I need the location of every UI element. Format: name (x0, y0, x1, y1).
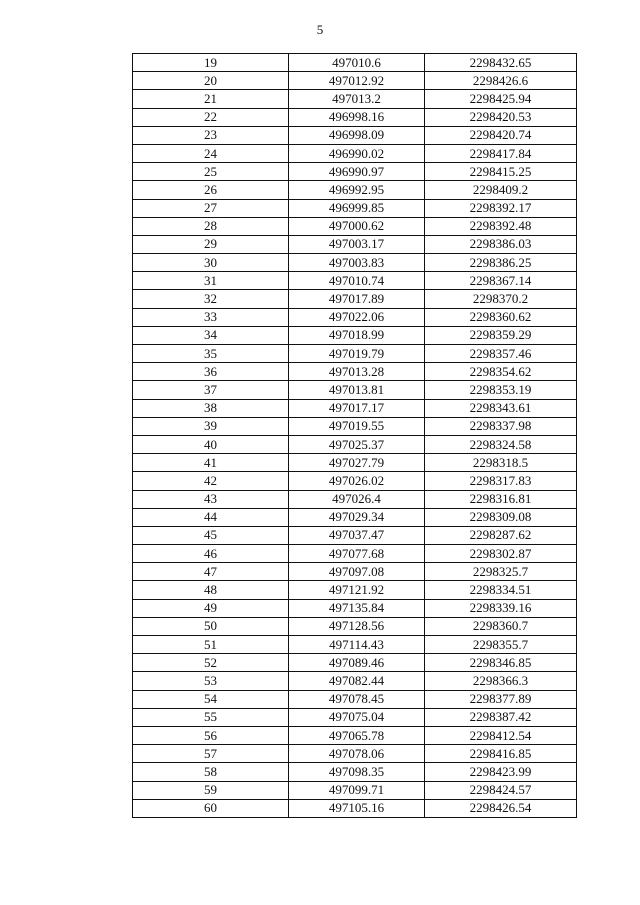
point-number-cell: 48 (133, 581, 289, 599)
x-coordinate-cell: 497037.47 (289, 526, 425, 544)
x-coordinate-cell: 497013.81 (289, 381, 425, 399)
table-row (133, 763, 577, 781)
table-row (133, 381, 577, 399)
point-number-cell: 59 (133, 781, 289, 799)
page-number: 5 (316, 22, 324, 37)
table-row (133, 472, 577, 490)
point-number-cell: 31 (133, 272, 289, 290)
point-number-cell: 45 (133, 526, 289, 544)
y-coordinate-cell: 2298387.42 (425, 708, 577, 726)
point-number-cell: 23 (133, 126, 289, 144)
point-number-cell: 32 (133, 290, 289, 308)
y-coordinate-cell: 2298309.08 (425, 508, 577, 526)
x-coordinate-cell: 496998.09 (289, 126, 425, 144)
x-coordinate-cell: 497010.74 (289, 272, 425, 290)
x-coordinate-cell: 497082.44 (289, 672, 425, 690)
y-coordinate-cell: 2298425.94 (425, 90, 577, 108)
table-row (133, 799, 577, 817)
x-coordinate-cell: 497003.17 (289, 235, 425, 253)
table-row (133, 563, 577, 581)
y-coordinate-cell: 2298366.3 (425, 672, 577, 690)
point-number-cell: 41 (133, 454, 289, 472)
y-coordinate-cell: 2298318.5 (425, 454, 577, 472)
table-row (133, 54, 577, 72)
point-number-cell: 50 (133, 617, 289, 635)
y-coordinate-cell: 2298334.51 (425, 581, 577, 599)
y-coordinate-cell: 2298353.19 (425, 381, 577, 399)
x-coordinate-cell: 497114.43 (289, 636, 425, 654)
table-row (133, 745, 577, 763)
x-coordinate-cell: 497029.34 (289, 508, 425, 526)
point-number-cell: 30 (133, 254, 289, 272)
y-coordinate-cell: 2298386.03 (425, 235, 577, 253)
y-coordinate-cell: 2298325.7 (425, 563, 577, 581)
x-coordinate-cell: 497000.62 (289, 217, 425, 235)
point-number-cell: 28 (133, 217, 289, 235)
x-coordinate-cell: 496990.97 (289, 163, 425, 181)
point-number-cell: 39 (133, 417, 289, 435)
x-coordinate-cell: 497128.56 (289, 617, 425, 635)
point-number-cell: 29 (133, 235, 289, 253)
x-coordinate-cell: 497099.71 (289, 781, 425, 799)
table-row (133, 254, 577, 272)
point-number-cell: 19 (133, 54, 289, 72)
x-coordinate-cell: 497077.68 (289, 545, 425, 563)
table-row (133, 599, 577, 617)
y-coordinate-cell: 2298420.53 (425, 108, 577, 126)
table-row (133, 781, 577, 799)
y-coordinate-cell: 2298357.46 (425, 345, 577, 363)
x-coordinate-cell: 496998.16 (289, 108, 425, 126)
y-coordinate-cell: 2298316.81 (425, 490, 577, 508)
point-number-cell: 24 (133, 144, 289, 162)
table-row (133, 581, 577, 599)
point-number-cell: 53 (133, 672, 289, 690)
table-row (133, 308, 577, 326)
x-coordinate-cell: 497026.4 (289, 490, 425, 508)
x-coordinate-cell: 496990.02 (289, 144, 425, 162)
point-number-cell: 20 (133, 72, 289, 90)
table-row (133, 290, 577, 308)
table-body (133, 54, 577, 818)
y-coordinate-cell: 2298392.17 (425, 199, 577, 217)
point-number-cell: 60 (133, 799, 289, 817)
point-number-cell: 56 (133, 726, 289, 744)
x-coordinate-cell: 497075.04 (289, 708, 425, 726)
table-row (133, 708, 577, 726)
y-coordinate-cell: 2298409.2 (425, 181, 577, 199)
point-number-cell: 43 (133, 490, 289, 508)
x-coordinate-cell: 497105.16 (289, 799, 425, 817)
y-coordinate-cell: 2298386.25 (425, 254, 577, 272)
y-coordinate-cell: 2298426.6 (425, 72, 577, 90)
table-row (133, 108, 577, 126)
point-number-cell: 22 (133, 108, 289, 126)
y-coordinate-cell: 2298360.62 (425, 308, 577, 326)
x-coordinate-cell: 497065.78 (289, 726, 425, 744)
point-number-cell: 34 (133, 326, 289, 344)
x-coordinate-cell: 497013.28 (289, 363, 425, 381)
point-number-cell: 57 (133, 745, 289, 763)
point-number-cell: 33 (133, 308, 289, 326)
table-row (133, 636, 577, 654)
y-coordinate-cell: 2298324.58 (425, 435, 577, 453)
point-number-cell: 40 (133, 435, 289, 453)
x-coordinate-cell: 497089.46 (289, 654, 425, 672)
x-coordinate-cell: 497135.84 (289, 599, 425, 617)
table-row (133, 144, 577, 162)
point-number-cell: 26 (133, 181, 289, 199)
x-coordinate-cell: 497013.2 (289, 90, 425, 108)
table-row (133, 726, 577, 744)
y-coordinate-cell: 2298377.89 (425, 690, 577, 708)
y-coordinate-cell: 2298416.85 (425, 745, 577, 763)
point-number-cell: 36 (133, 363, 289, 381)
point-number-cell: 54 (133, 690, 289, 708)
x-coordinate-cell: 497097.08 (289, 563, 425, 581)
point-number-cell: 47 (133, 563, 289, 581)
table-row (133, 363, 577, 381)
x-coordinate-cell: 497078.45 (289, 690, 425, 708)
table-row (133, 126, 577, 144)
table-row (133, 508, 577, 526)
point-number-cell: 44 (133, 508, 289, 526)
y-coordinate-cell: 2298302.87 (425, 545, 577, 563)
y-coordinate-cell: 2298346.85 (425, 654, 577, 672)
table-row (133, 526, 577, 544)
y-coordinate-cell: 2298392.48 (425, 217, 577, 235)
y-coordinate-cell: 2298317.83 (425, 472, 577, 490)
x-coordinate-cell: 497012.92 (289, 72, 425, 90)
point-number-cell: 58 (133, 763, 289, 781)
y-coordinate-cell: 2298337.98 (425, 417, 577, 435)
point-number-cell: 38 (133, 399, 289, 417)
y-coordinate-cell: 2298355.7 (425, 636, 577, 654)
y-coordinate-cell: 2298432.65 (425, 54, 577, 72)
y-coordinate-cell: 2298417.84 (425, 144, 577, 162)
x-coordinate-cell: 496999.85 (289, 199, 425, 217)
table-row (133, 690, 577, 708)
point-number-cell: 25 (133, 163, 289, 181)
y-coordinate-cell: 2298423.99 (425, 763, 577, 781)
y-coordinate-cell: 2298343.61 (425, 399, 577, 417)
table-row (133, 181, 577, 199)
coordinates-table (132, 53, 577, 818)
point-number-cell: 42 (133, 472, 289, 490)
table-row (133, 617, 577, 635)
x-coordinate-cell: 497025.37 (289, 435, 425, 453)
point-number-cell: 37 (133, 381, 289, 399)
y-coordinate-cell: 2298354.62 (425, 363, 577, 381)
point-number-cell: 51 (133, 636, 289, 654)
table-row (133, 272, 577, 290)
table-row (133, 490, 577, 508)
y-coordinate-cell: 2298415.25 (425, 163, 577, 181)
table-row (133, 345, 577, 363)
x-coordinate-cell: 497019.79 (289, 345, 425, 363)
point-number-cell: 49 (133, 599, 289, 617)
y-coordinate-cell: 2298360.7 (425, 617, 577, 635)
y-coordinate-cell: 2298359.29 (425, 326, 577, 344)
table-row (133, 545, 577, 563)
y-coordinate-cell: 2298370.2 (425, 290, 577, 308)
x-coordinate-cell: 497121.92 (289, 581, 425, 599)
x-coordinate-cell: 496992.95 (289, 181, 425, 199)
table-row (133, 672, 577, 690)
y-coordinate-cell: 2298426.54 (425, 799, 577, 817)
table-row (133, 217, 577, 235)
table-row (133, 163, 577, 181)
table-row (133, 72, 577, 90)
x-coordinate-cell: 497098.35 (289, 763, 425, 781)
table-row (133, 435, 577, 453)
table-row (133, 417, 577, 435)
y-coordinate-cell: 2298412.54 (425, 726, 577, 744)
point-number-cell: 52 (133, 654, 289, 672)
x-coordinate-cell: 497078.06 (289, 745, 425, 763)
x-coordinate-cell: 497022.06 (289, 308, 425, 326)
x-coordinate-cell: 497017.89 (289, 290, 425, 308)
point-number-cell: 46 (133, 545, 289, 563)
y-coordinate-cell: 2298367.14 (425, 272, 577, 290)
point-number-cell: 55 (133, 708, 289, 726)
x-coordinate-cell: 497027.79 (289, 454, 425, 472)
x-coordinate-cell: 497003.83 (289, 254, 425, 272)
table-row (133, 199, 577, 217)
point-number-cell: 27 (133, 199, 289, 217)
x-coordinate-cell: 497019.55 (289, 417, 425, 435)
table-row (133, 454, 577, 472)
point-number-cell: 21 (133, 90, 289, 108)
table-row (133, 399, 577, 417)
table-row (133, 654, 577, 672)
x-coordinate-cell: 497026.02 (289, 472, 425, 490)
y-coordinate-cell: 2298287.62 (425, 526, 577, 544)
y-coordinate-cell: 2298424.57 (425, 781, 577, 799)
x-coordinate-cell: 497010.6 (289, 54, 425, 72)
x-coordinate-cell: 497018.99 (289, 326, 425, 344)
point-number-cell: 35 (133, 345, 289, 363)
table-row (133, 235, 577, 253)
y-coordinate-cell: 2298420.74 (425, 126, 577, 144)
y-coordinate-cell: 2298339.16 (425, 599, 577, 617)
table-row (133, 90, 577, 108)
x-coordinate-cell: 497017.17 (289, 399, 425, 417)
table-row (133, 326, 577, 344)
